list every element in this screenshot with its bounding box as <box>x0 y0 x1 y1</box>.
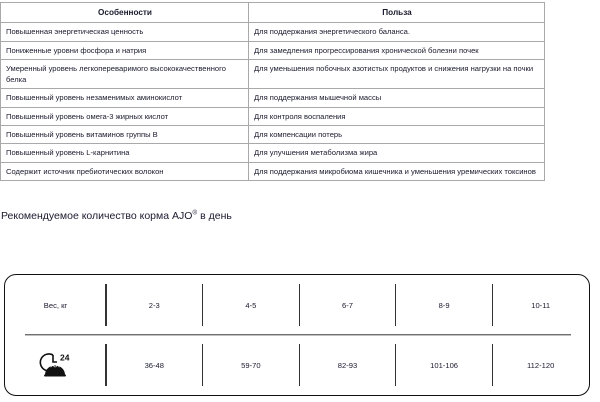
benefit-cell: Для замедления прогрессирования хронической болезни почек <box>249 41 545 59</box>
column-header-benefits: Польза <box>249 3 545 23</box>
benefit-cell: Для поддержания энергетического баланса. <box>249 23 545 41</box>
weight-label: Вес, кг <box>43 300 68 310</box>
vertical-divider <box>299 344 300 386</box>
table-row <box>1 23 545 41</box>
feature-cell: Содержит источник пребиотических волокон <box>1 162 249 180</box>
weight-value: 10-11 <box>531 300 551 310</box>
vertical-divider <box>105 344 106 386</box>
feature-cell: Пониженные уровни фосфора и натрия <box>1 41 249 59</box>
feeding-guide-table <box>4 274 590 396</box>
vertical-divider <box>492 284 493 326</box>
vertical-divider <box>105 284 106 326</box>
amount-value: 59-70 <box>241 360 261 370</box>
amount-cell <box>299 335 396 395</box>
vertical-divider <box>492 344 493 386</box>
feature-cell: Повышенный уровень незаменимых аминокислот <box>1 89 249 107</box>
amount-cell <box>106 335 203 395</box>
amount-row-label-cell <box>5 335 106 395</box>
weight-cell <box>396 275 493 335</box>
weight-cell <box>492 275 589 335</box>
weight-value: 2-3 <box>148 300 160 310</box>
amount-value: 112-120 <box>527 360 555 370</box>
column-header-features: Особенности <box>1 3 249 23</box>
amount-value: 36-48 <box>144 360 165 370</box>
amount-cell <box>492 335 589 395</box>
feeding-weight-row <box>5 275 589 335</box>
feeding-grid <box>5 275 589 395</box>
caption-text-after: в день <box>197 210 232 222</box>
benefit-cell: Для компенсации потерь <box>249 126 545 144</box>
features-table-header-row <box>1 3 545 23</box>
weight-value: 8-9 <box>438 300 450 310</box>
bowl-icon-hours-label: 24 <box>59 352 69 363</box>
table-row <box>1 89 545 107</box>
feature-cell: Повышенный уровень L-карнитина <box>1 144 249 162</box>
feature-cell: Повышенный уровень витаминов группы B <box>1 126 249 144</box>
table-row <box>1 107 545 125</box>
feeding-table-caption <box>1 209 232 223</box>
feature-cell: Повышенный уровень омега-3 жирных кислот <box>1 107 249 125</box>
benefit-cell: Для улучшения метаболизма жира <box>249 144 545 162</box>
weight-cell <box>203 275 300 335</box>
amount-cell <box>203 335 300 395</box>
weight-cell <box>106 275 203 335</box>
weight-cell <box>299 275 396 335</box>
vertical-divider <box>395 344 396 386</box>
amount-cell <box>396 335 493 395</box>
features-table-head <box>1 3 545 23</box>
table-row <box>1 59 545 89</box>
feeding-amount-row <box>5 335 589 395</box>
benefit-cell: Для контроля воспаления <box>249 107 545 125</box>
feeding-bowl-24h-icon <box>38 352 74 378</box>
benefit-cell: Для поддержания мышечной массы <box>249 89 545 107</box>
features-table-body <box>1 23 545 181</box>
amount-value: 82-93 <box>337 360 358 370</box>
caption-text-before: Рекомендуемое количество корма AJO <box>1 210 193 222</box>
amount-value: 101-106 <box>430 360 459 370</box>
feature-cell: Умеренный уровень легкоперевaримого высококачественного белка <box>1 59 249 89</box>
table-row <box>1 144 545 162</box>
weight-row-label-cell <box>5 275 106 335</box>
table-row <box>1 126 545 144</box>
vertical-divider <box>202 344 203 386</box>
vertical-divider <box>299 284 300 326</box>
weight-value: 6-7 <box>341 300 353 310</box>
vertical-divider <box>395 284 396 326</box>
table-row <box>1 162 545 180</box>
benefit-cell: Для уменьшения побочных азотистых продуктов и снижения нагрузки на почки <box>249 59 545 89</box>
features-benefits-table <box>0 2 545 181</box>
feature-cell: Повышенная энергетическая ценность <box>1 23 249 41</box>
table-row <box>1 41 545 59</box>
registered-trademark-mark: ® <box>192 209 198 217</box>
weight-value: 4-5 <box>245 300 257 310</box>
vertical-divider <box>202 284 203 326</box>
benefit-cell: Для поддержания микробиома кишечника и уменьшения уремических токсинов <box>249 162 545 180</box>
